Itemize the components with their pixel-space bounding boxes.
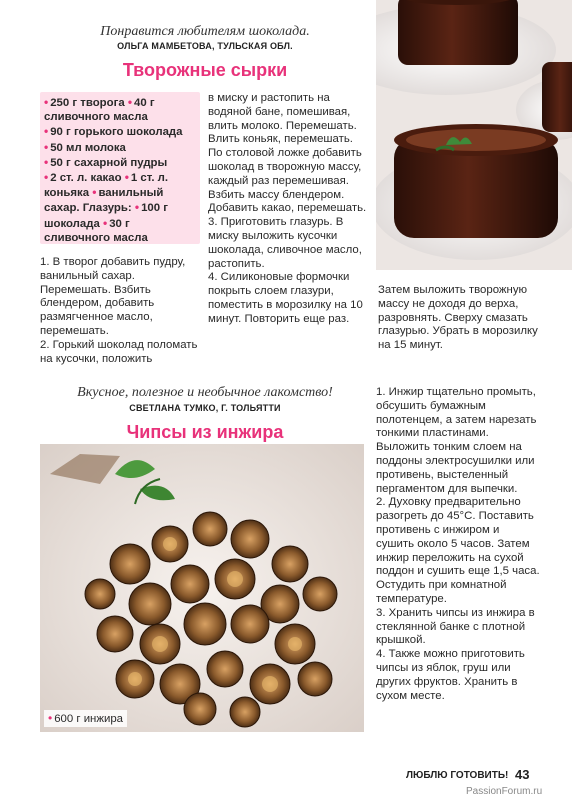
fig-chips-photo — [40, 444, 364, 732]
fig-ingredient: • 600 г инжира — [44, 710, 127, 727]
ingredients-list — [44, 95, 198, 245]
recipe2-title: Чипсы из инжира — [126, 422, 284, 442]
recipe1-title: Творожные сырки — [122, 60, 288, 80]
recipe2-tagline: Вкусное, полезное и необычное лакомство! — [77, 385, 333, 400]
recipe1-col3: Затем выложить творожную массу не доходя до верха, разровнять. Сверху смазать глазурью. Убрать в морозилку на 15 минут. — [378, 284, 538, 352]
ingredient-item: • 50 г сахарной пудры — [44, 154, 168, 169]
watermark: PassionForum.ru — [466, 786, 543, 797]
recipe2-author: СВЕТЛАНА ТУМКО, Г. ТОЛЬЯТТИ — [129, 403, 281, 413]
recipe1-author: ОЛЬГА МАМБЕТОВА, ТУЛЬСКАЯ ОБЛ. — [117, 41, 293, 51]
recipe1-col2: в миску и растопить на водяной бане, помешивая, влить молоко. Перемешать. Влить коньяк, перемешать. По столовой ложке добавить шоколад в творожную массу, каждый раз перемешивая. Взбить массу блендером. Добавить какао, перемешать. 3. Приготовить глазурь. В миску выложить кусочки шоколада, сливочное масло, растопить. 4. Силиконовые формочки покрыть слоем глазури, поместить в морозилку на 10 минут. Повторить еще раз. — [208, 92, 367, 325]
chocolate-syrki-photo — [376, 0, 572, 270]
ingredient-item: • 90 г горького шоколада • 50 мл молока — [44, 124, 183, 154]
recipe2-steps: 1. Инжир тщательно промыть, обсушить бумажным полотенцем, а затем нарезать тонкими пластинами. Выложить тонким слоем на поддоны электросушилки или противень, выстеленный пергаментом для выпечки. 2. Духовку предварительно разогреть до 45°С. Поставить противень с инжиром и сушить около 5 часов. Затем инжир переложить на сухой поддон и сушить еще 1,5 часа. Остудить при комнатной температуре. 3. Хранить чипсы из инжира в стеклянной банке с плотной крышкой. 4. Также можно приготовить чипсы из яблок, груш или других фруктов. Хранить в сухом месте. — [376, 386, 540, 702]
ingredient-item: • 2 ст. л. какао • 1 ст. л. коньяка • ванильный сахар. Глазурь: • 100 г шоколада • 30 г сливочного масла — [44, 170, 169, 244]
recipe1-tagline: Понравится любителям шоколада. — [100, 24, 310, 39]
ingredient-item: • 250 г творога • 40 г сливочного масла — [44, 95, 155, 124]
recipe1-col1: 1. В творог добавить пудру, ванильный сахар. Перемешать. Взбить блендером, добавить размягченное масло, перемешать. 2. Горький шоколад поломать на кусочки, положить — [40, 256, 198, 365]
magazine-brand: ЛЮБЛЮ ГОТОВИТЬ! — [406, 770, 509, 781]
page-number: 43 — [515, 767, 530, 782]
